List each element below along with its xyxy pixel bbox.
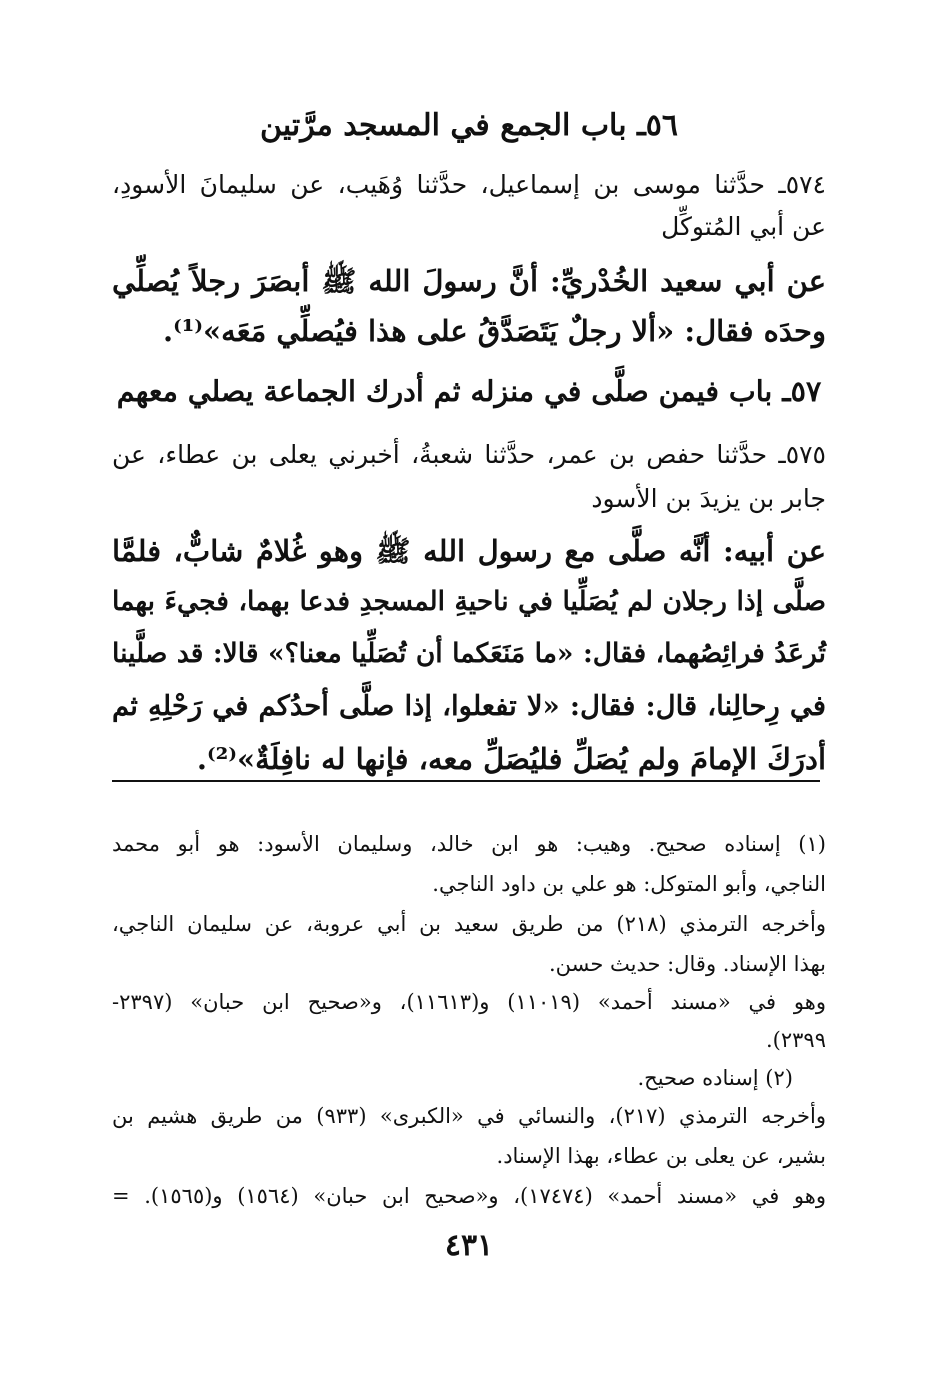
footnote-line: وأخرجه الترمذي (٢١٧)، والنسائي في «الكبرى» (٩٣٣) من طريق هشيم بن: [112, 1104, 826, 1128]
footnote-line: بشير، عن يعلى بن عطاء، بهذا الإسناد.: [496, 1144, 826, 1168]
matn-line: عن أبيه: أنَّه صلَّى مع رسول الله ﷺ وهو غُلامٌ شابٌّ، فلمَّا: [112, 534, 826, 568]
isnad-line: ٥٧٥ـ حدَّثنا حفص بن عمر، حدَّثنا شعبةُ، أخبرني يعلى بن عطاء، عن: [112, 440, 826, 469]
matn-line: في رِحالِنا، قال: فقال: «لا تفعلوا، إذا صلَّى أحدُكم في رَحْلِهِ ثم: [112, 690, 826, 722]
footnote-divider: [112, 780, 820, 782]
isnad-line: عن أبي المُتوكِّل: [661, 212, 826, 241]
matn-line: تُرعَدُ فرائِصُهما، فقال: «ما مَنَعَكما أن تُصَلِّيا معنا؟» قالا: قد صلَّينا: [112, 638, 826, 669]
footnote-line: (١) إسناده صحيح. وهيب: هو ابن خالد، وسليمان الأسود: هو أبو محمد: [112, 832, 826, 856]
footnote-line: بهذا الإسناد. وقال: حديث حسن.: [548, 952, 826, 976]
footnote-line: وأخرجه الترمذي (٢١٨) من طريق سعيد بن أبي عروبة، عن سليمان الناجي،: [112, 912, 827, 936]
isnad-line: ٥٧٤ـ حدَّثنا موسى بن إسماعيل، حدَّثنا وُهَيب، عن سليمانَ الأسودِ،: [112, 170, 826, 199]
matn-line: أدرَكَ الإمامَ ولم يُصَلِّ فليُصَلِّ معه، فإنها له نافِلَةٌ»⁽²⁾.: [196, 742, 826, 776]
footnote-line: وهو في «مسند أحمد» (١١٠١٩) و(١١٦١٣)، و«صحيح ابن حبان» (٢٣٩٧-: [112, 990, 826, 1014]
matn-line: وحدَه فقال: «ألا رجلٌ يَتَصَدَّقُ على هذا فيُصلِّي مَعَه»⁽¹⁾.: [162, 314, 826, 348]
chapter-heading-57: ٥٧ـ باب فيمن صلَّى في منزله ثم أدرك الجماعة يصلي معهم: [116, 374, 822, 408]
isnad-line: جابر بن يزيدَ بن الأسود: [591, 484, 826, 513]
matn-line: عن أبي سعيد الخُدْريِّ: أنَّ رسولَ الله ﷺ أبصَرَ رجلاً يُصلِّي: [112, 264, 826, 298]
footnote-line: ٢٣٩٩).: [766, 1028, 826, 1052]
footnote-line: (٢) إسناده صحيح.: [637, 1066, 793, 1090]
footnote-line: الناجي، وأبو المتوكل: هو علي بن داود الناجي.: [432, 872, 826, 896]
page-number: ٤٣١: [444, 1228, 494, 1263]
chapter-heading-56: ٥٦ـ باب الجمع في المسجد مرَّتين: [259, 108, 679, 143]
footnote-line: وهو في «مسند أحمد» (١٧٤٧٤)، و«صحيح ابن حبان» (١٥٦٤) و(١٥٦٥). =: [112, 1184, 826, 1208]
matn-line: صلَّى إذا رجلان لم يُصَلِّيا في ناحيةِ المسجدِ فدعا بهما، فجيءَ بهما: [112, 586, 826, 617]
